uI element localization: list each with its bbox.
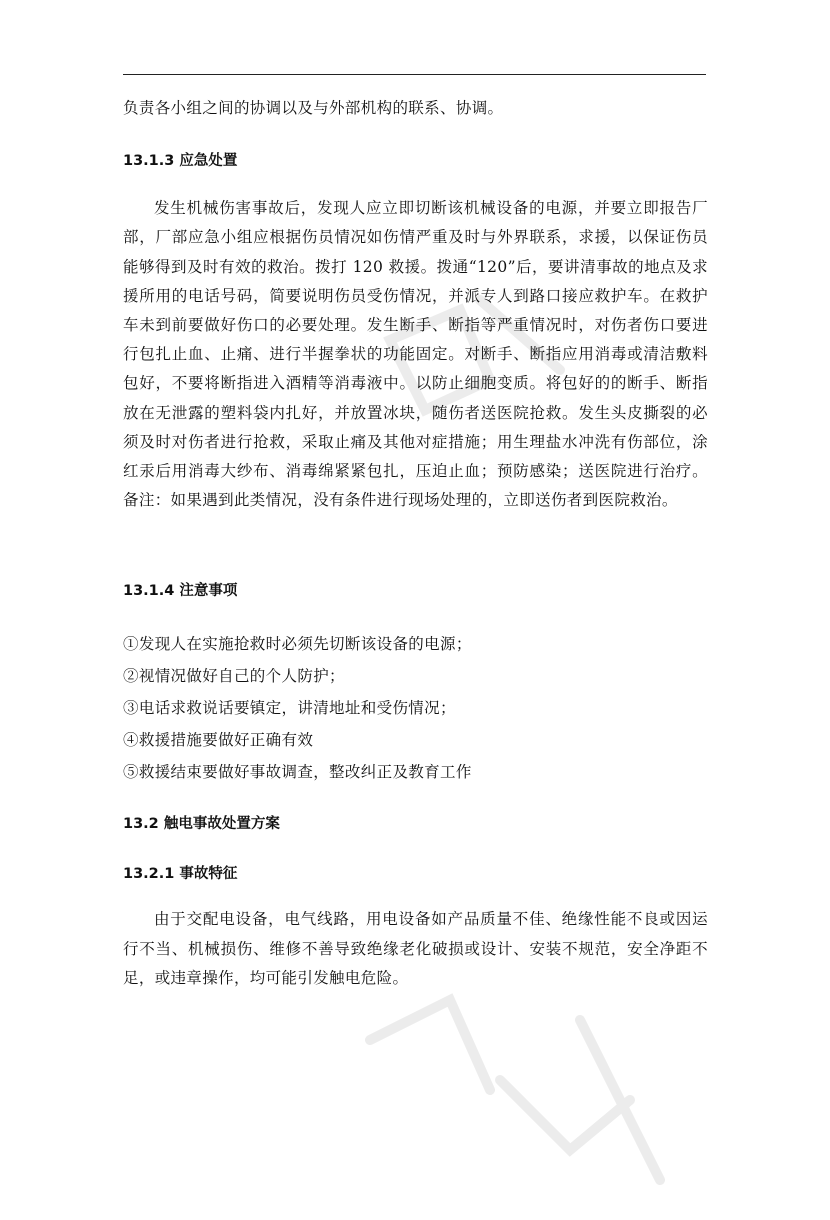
emergency-response-paragraph: 发生机械伤害事故后，发现人应立即切断该机械设备的电源，并要立即报告厂部，厂部应急小组应根据伤员情况如伤情严重及时与外界联系，求援，以保证伤员能够得到及时有效的救治。拨打 120 救援。拨通“120”后，要讲清事故的地点及求援所用的电话号码，简要说明伤员受伤情况，并派专人到路口接应救护车。在救护车未到前要做好伤口的必要处理。发生断手、断指等严重情况时，对伤者伤口要进行包扎止血、止痛、进行半握拳状的功能固定。对断手、断指应用消毒或清洁敷料包好，不要将断指进入酒精等消毒液中。以防止细胞变质。将包好的的断手、断指放在无泄露的塑料袋内扎好，并放置冰块，随伤者送医院抢救。发生头皮撕裂的必须及时对伤者进行抢救，采取止痛及其他对症措施；用生理盐水冲洗有伤部位，涂红汞后用消毒大纱布、消毒绵紧紧包扎，压迫止血；预防感染；送医院进行治疗。备注：如果遇到此类情况，没有条件进行现场处理的，立即送伤者到医院救治。 <box>123 199 708 510</box>
section-heading-13-1-3: 13.1.3 应急处置 <box>123 153 238 170</box>
list-item: ③电话求救说话要镇定，讲清地址和受伤情况； <box>123 699 456 718</box>
list-item: ⑤救援结束要做好事故调查，整改纠正及教育工作 <box>123 763 472 782</box>
list-item: ④救援措施要做好正确有效 <box>123 731 314 750</box>
section-heading-13-2: 13.2 触电事故处置方案 <box>123 816 280 833</box>
document-body <box>123 94 708 993</box>
intro-line: 负责各小组之间的协调以及与外部机构的联系、协调。 <box>123 99 504 117</box>
section-heading-13-1-4: 13.1.4 注意事项 <box>123 583 238 600</box>
list-item: ②视情况做好自己的个人防护； <box>123 667 345 686</box>
precautions-list <box>123 628 708 788</box>
accident-features-paragraph: 由于交配电设备，电气线路，用电设备如产品质量不佳、绝缘性能不良或因运行不当、机械损伤、维修不善导致绝缘老化破损或设计、安装不规范，安全净距不足，或违章操作，均可能引发触电危险。 <box>123 910 708 987</box>
section-heading-13-2-1: 13.2.1 事故特征 <box>123 866 238 883</box>
header-rule <box>123 74 706 75</box>
list-item: ①发现人在实施抢救时必须先切断该设备的电源； <box>123 635 472 654</box>
